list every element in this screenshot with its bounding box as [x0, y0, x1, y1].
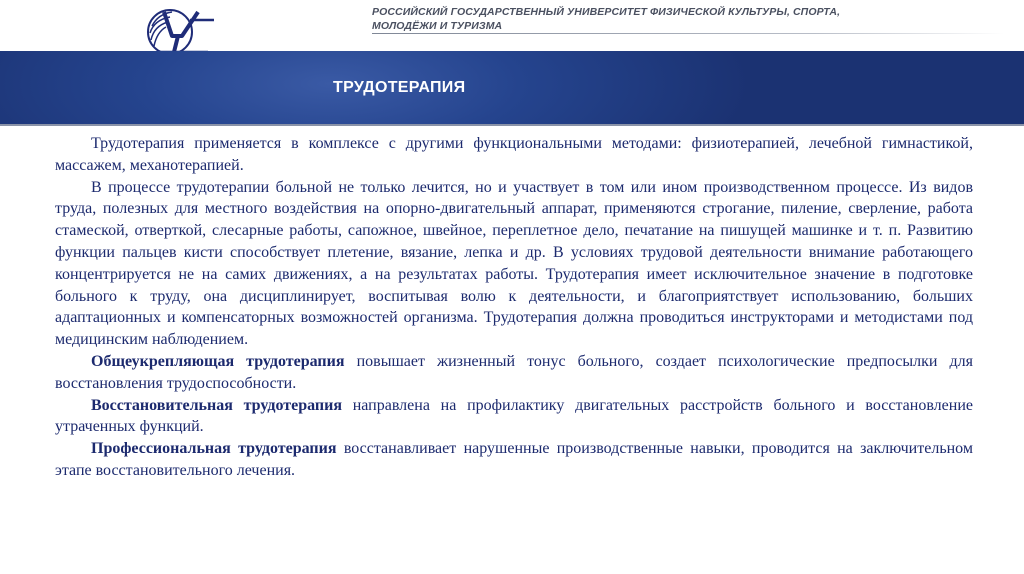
- paragraph-process: [55, 177, 973, 351]
- paragraph-general-strengthening: [55, 351, 973, 395]
- paragraph-bold-term: Общеукрепляющая трудотерапия: [91, 352, 345, 370]
- paragraph-bold-term: Профессиональная трудотерапия: [91, 440, 337, 458]
- banner-divider: [0, 124, 1024, 126]
- paragraph-professional: [55, 438, 973, 482]
- slide-title: ТРУДОТЕРАПИЯ: [333, 79, 466, 96]
- paragraph-bold-term: Восстановительная трудотерапия: [91, 396, 342, 414]
- paragraph-text: восстанавливает нарушенные производственные навыки, проводится на заключительном этапе восстановительного лечения.: [55, 440, 973, 479]
- title-banner: [0, 51, 1024, 124]
- paragraph-text: направлена на профилактику двигательных расстройств больного и восстановление утраченных функций.: [55, 396, 973, 436]
- paragraph-intro: [55, 133, 973, 177]
- paragraph-text: Трудотерапия применяется в комплексе с другими функциональными методами: физиотерапией, лечебной гимнастикой, массажем, механотерапией.: [55, 135, 973, 174]
- university-name-line1: РОССИЙСКИЙ ГОСУДАРСТВЕННЫЙ УНИВЕРСИТЕТ ФИЗИЧЕСКОЙ КУЛЬТУРЫ, СПОРТА,: [372, 6, 841, 18]
- university-name-line2: МОЛОДЁЖИ И ТУРИЗМА: [372, 20, 503, 32]
- paragraph-restorative: [55, 395, 973, 439]
- header-divider: [372, 33, 1004, 34]
- university-name: [372, 5, 932, 33]
- paragraph-text: В процессе трудотерапии больной не только лечится, но и участвует в том или ином производственном процессе. Из видов труда, полезных для местного воздействия на опорно-двигательный аппарат, применяются строгание, пиление, сверление, работа стамеской, отверткой, слесарные работы, сапожное, швейное, переплетное дело, печатание на пишущей машинке и т. п. Развитию функции пальцев кисти способствует плетение, вязание, лепка и др. В условиях трудовой деятельности внимание работающего концентрируется не на самих движениях, а на результатах работы. Трудотерапия имеет исключительное значение в подготовке больного к труду, она дисциплинирует, воспитывая волю к деятельности, и благоприятствует использованию, больших адаптационных и компенсаторных возможностей организма. Трудотерапия должна проводиться инструкторами и методистами под медицинским наблюдением.: [55, 178, 973, 349]
- paragraph-text: повышает жизненный тонус больного, создает психологические предпосылки для восстановления трудоспособности.: [55, 352, 973, 392]
- slide-body: [55, 133, 973, 482]
